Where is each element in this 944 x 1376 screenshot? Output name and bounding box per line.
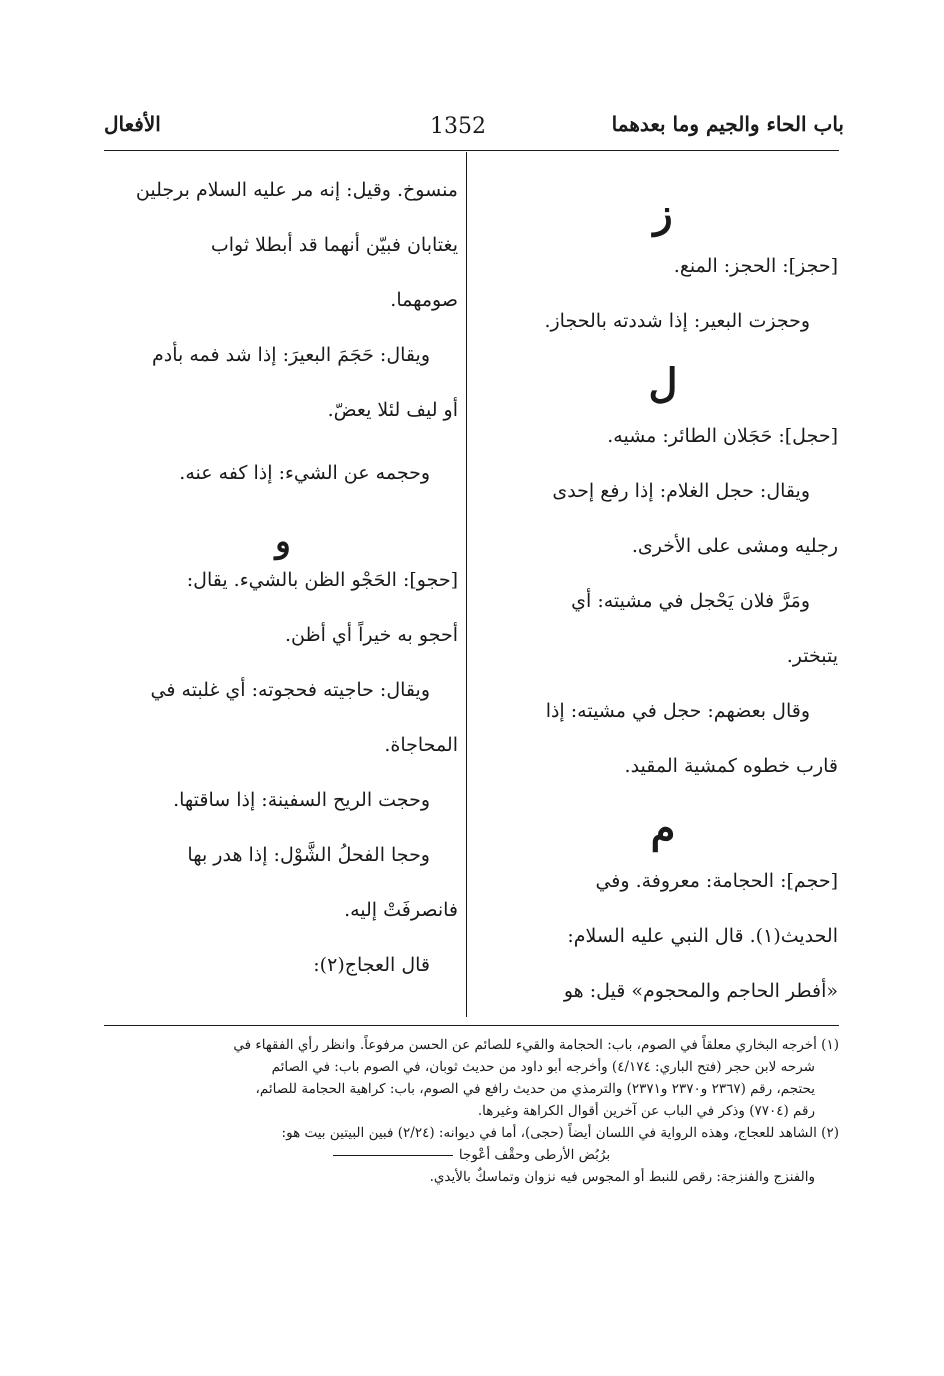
entry-hajaz-1: [حجز]: الحجز: المنع. <box>673 255 838 277</box>
entry-hajal-3b: يتبختر. <box>786 645 838 667</box>
entry-hajam-1b: الحديث(١). قال النبي عليه السلام: <box>567 925 838 947</box>
entry-hajw-5a: وحجا الفحلُ الشَّوْل: إذا هدر بها <box>187 844 430 866</box>
entry-hajal-4b: قارب خطوه كمشية المقيد. <box>624 755 838 777</box>
entry-hajw-1: [حجو]: الحَجْو الظن بالشيء. يقال: <box>186 569 458 591</box>
entry-hajal-4a: وقال بعضهم: حجل في مشيته: إذا <box>545 700 810 722</box>
letter-heading-waw: و <box>275 522 291 560</box>
footnote-1-line-3: يحتجم، رقم (٢٣٦٧ و٢٣٧٠ و٢٣٧١) والترمذي من حديث رافع في الصوم، باب: كراهية الحجامة للصائم، <box>255 1081 815 1097</box>
entry-hajam-1a: [حجم]: الحجامة: معروفة. وفي <box>595 870 838 892</box>
footnote-1-line-4: رقم (٧٧٠٤) وذكر في الباب عن آخرين أقوال الكراهة وغيرها. <box>477 1103 815 1119</box>
letter-heading-mim: م <box>650 805 676 852</box>
running-head-section: الأفعال <box>104 112 161 136</box>
entry-left-2a: ويقال: حَجَمَ البعيرَ: إذا شد فمه بأدم <box>151 344 430 366</box>
entry-hajal-2b: رجليه ومشى على الأخرى. <box>631 535 838 557</box>
entry-left-2b: أو ليف لئلا يعضّ. <box>327 399 458 421</box>
entry-left-1c: صومهما. <box>390 289 458 311</box>
entry-hajam-1c: «أفطر الحاجم والمحجوم» قيل: هو <box>563 980 838 1002</box>
verse-text: برُبُض الأرطى وحقْف أعْوجا <box>458 1147 611 1163</box>
footnote-2-line-1: (٢) الشاهد للعجاج، وهذه الرواية في اللسان أيضاً (حجى)، أما في ديوانه: (٢/٢٤) فبين البيتين بيت هو: <box>281 1125 839 1141</box>
header-rule <box>104 150 839 151</box>
entry-hajw-5b: فانصرفَتْ إليه. <box>344 899 458 921</box>
entry-hajal-1: [حجل]: حَجَلان الطائر: مشيه. <box>607 425 838 447</box>
entry-hajw-4: وحجت الريح السفينة: إذا ساقتها. <box>173 789 430 811</box>
entry-hajw-3b: المحاجاة. <box>384 734 458 756</box>
letter-heading-zay: ز <box>653 190 673 237</box>
entry-hajal-3a: ومَرَّ فلان يَحْجل في مشيته: أي <box>571 590 810 612</box>
entry-hajw-6: قال العجاج(٢): <box>313 954 430 976</box>
footnote-2-verse <box>104 1144 839 1166</box>
entry-left-1b: يغتابان فبيّن أنهما قد أبطلا ثواب <box>210 234 458 256</box>
footnote-1-line-2: شرحه لابن حجر (فتح الباري: ٤/١٧٤) وأخرجه أبو داود من حديث ثوبان، في الصوم باب: في الصائم <box>271 1059 815 1075</box>
column-divider <box>466 152 467 1017</box>
footnote-rule <box>104 1025 839 1026</box>
page-number: 1352 <box>430 114 486 139</box>
footnote-2-line-2: والفنزج والفنزجة: رقص للنبط أو المجوس فيه نزوان وتماسكٌ بالأيدي. <box>429 1169 815 1185</box>
entry-hajaz-2: وحجزت البعير: إذا شددته بالحجاز. <box>544 310 810 332</box>
verse-rule <box>333 1155 453 1156</box>
footnotes <box>104 1034 839 1188</box>
entry-hajal-2a: ويقال: حجل الغلام: إذا رفع إحدى <box>552 480 810 502</box>
entry-left-3: وحجمه عن الشيء: إذا كفه عنه. <box>179 462 430 484</box>
entry-left-1a: منسوخ. وقيل: إنه مر عليه السلام برجلين <box>135 179 458 201</box>
running-head-chapter: باب الحاء والجيم وما بعدهما <box>611 112 844 136</box>
right-column <box>488 176 838 1006</box>
letter-heading-lam: ل <box>648 360 678 407</box>
entry-hajw-2: أحجو به خيراً أي أظن. <box>284 624 458 646</box>
entry-hajw-3a: ويقال: حاجيته فحجوته: أي غلبته في <box>150 679 430 701</box>
footnote-1-line-1: (١) أخرجه البخاري معلقاً في الصوم، باب: الحجامة والقيء للصائم عن الحسن مرفوعاً. وانظر رأي الفقهاء في <box>233 1037 839 1053</box>
left-column <box>108 176 458 980</box>
